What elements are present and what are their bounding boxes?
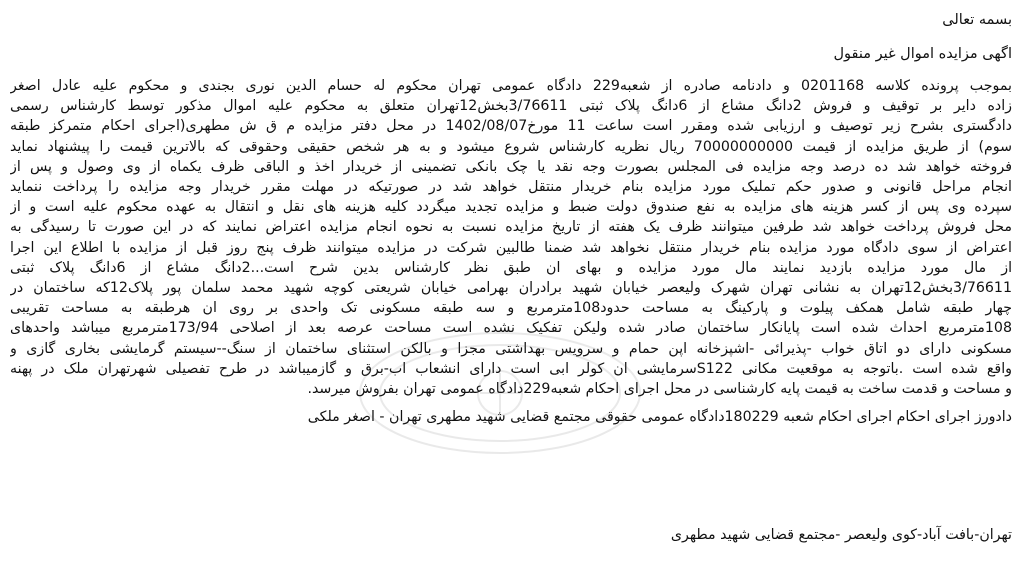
body-line-1: بموجب پرونده کلاسه 0201168 و دادنامه صادره از شعبه229 دادگاه عمومی تهران محکوم له حسام الدین نوری بجندی و محکوم علیه عادل اصغر [10, 78, 1012, 94]
body-line-9: اعتراض از سوی دادگاه مورد مزایده بنام خریدار منتقل نخواهد شد ضمنا طالبین شرکت در مزایده میتوانند ظرف پنج روز قبل از مزایده با اطلاع این اجرا [10, 239, 1012, 256]
document-title: اگهی مزایده اموال غیر منقول [833, 46, 1012, 62]
body-line-6: انجام مراحل قانونی و صدور حکم تملیک مورد مزایده بنام خریدار منتقل خواهد شد در صورتیکه در مهلت مقرر خریدار وجه مزایده را پرداخت ننماید [10, 179, 1012, 196]
body-line-14: مسکونی دارای دو اتاق خواب -پذیرائی -اشپزخانه اپن حمام و سرویس بهداشتی مجزا و بالکن استثنای ساختمان از سنگ--سیستم گرمایشی بخاری گازی و [10, 340, 1012, 357]
body-line-15: واقع شده است .باتوجه به موقعیت مکانی S122سرمایشی ان کولر ابی است دارای انشعاب اب-برق و گازمیباشد در طرح تفصیلی شهرتهران ملک در پهنه [10, 360, 1012, 377]
body-line-10: از مال مورد مزایده بازدید نمایند مال مورد مزایده و بهای ان طبق نظر کارشناس بدین شرح است...2دانگ مشاع از 6دانگ پلاک ثبتی [10, 259, 1012, 276]
body-line-4: سوم) از طریق مزایده از قیمت 70000000000 ریال نظریه کارشناس شروع میشود و به هر شخص حقیقی وحقوقی که بالاترین قیمت را پیشنهاد نماید [10, 138, 1012, 155]
body-line-8: محل فروش پرداخت خواهد شد طرفین میتوانند ظرف یک هفته از تاریخ مزایده نسبت به نحوه انجام مزایده اعتراض نمایند که در این صورت تا رسیدگی به [10, 219, 1012, 236]
body-line-3: دادگستری بشرح زیر توصیف و ارزیابی شده ومقرر است ساعت 11 مورخ1402/08/07 در محل دفتر مزایده م ق ش مطهری(اجرای احکام متمرکز طبقه [10, 118, 1012, 135]
document-header: بسمه تعالی [942, 12, 1012, 28]
signature-line: دادورز اجرای احکام اجرای احکام شعبه 180229دادگاه عمومی حقوقی مجتمع قضایی شهید مطهری تهران - اصغر ملکی [307, 409, 1012, 426]
address-line: تهران-بافت آباد-کوی ولیعصر -مجتمع قضایی شهید مطهری [670, 527, 1012, 543]
body-line-12: چهار طبقه شامل همکف پیلوت و پارکینگ به مساحت حدود108مترمربع و سه طبقه مسکونی تک واحدی بر روی ان هرطبقه به مساحت تقریبی [10, 300, 1012, 317]
body-line-16: و مساحت و قدمت ساخت به قیمت پایه کارشناسی در محل اجرای احکام شعبه229دادگاه عمومی تهران بفروش میرسد. [307, 381, 1012, 398]
body-line-7: سپرده وی پس از کسر هزینه های مزایده به نفع صندوق دولت ضبط و مزایده تجدید میگردد کلیه هزینه های نقل و انتقال به عهده محکوم علیه است و از [10, 199, 1012, 216]
body-line-5: فروخته خواهد شد ده درصد وجه مزایده فی المجلس بصورت وجه نقد یا چک بانکی تضمینی از خریدار اخذ و الباقی ظرف یکماه از وی وصول و پس از [10, 158, 1012, 175]
body-line-2: زاده دایر بر توقیف و فروش 2دانگ مشاع از 6دانگ پلاک ثبتی 3/76611بخش12تهران متعلق به محکوم علیه اموال مذکور توسط کارشناس رسمی [10, 98, 1012, 115]
body-line-13: 108مترمربع احداث شده است پایانکار ساختمان صادر شده ولیکن تفکیک نشده است مساحت عرصه بعد از اصلاحی 173/94مترمربع میباشد واحدهای [10, 320, 1012, 337]
body-line-11: 3/76611بخش12تهران به نشانی تهران شهرک ولیعصر خیابان شهید برادران بهرامی خیابان شریعتی کوچه شهید محمد سلمان پور پلاک12که ساختمان در [10, 280, 1012, 297]
